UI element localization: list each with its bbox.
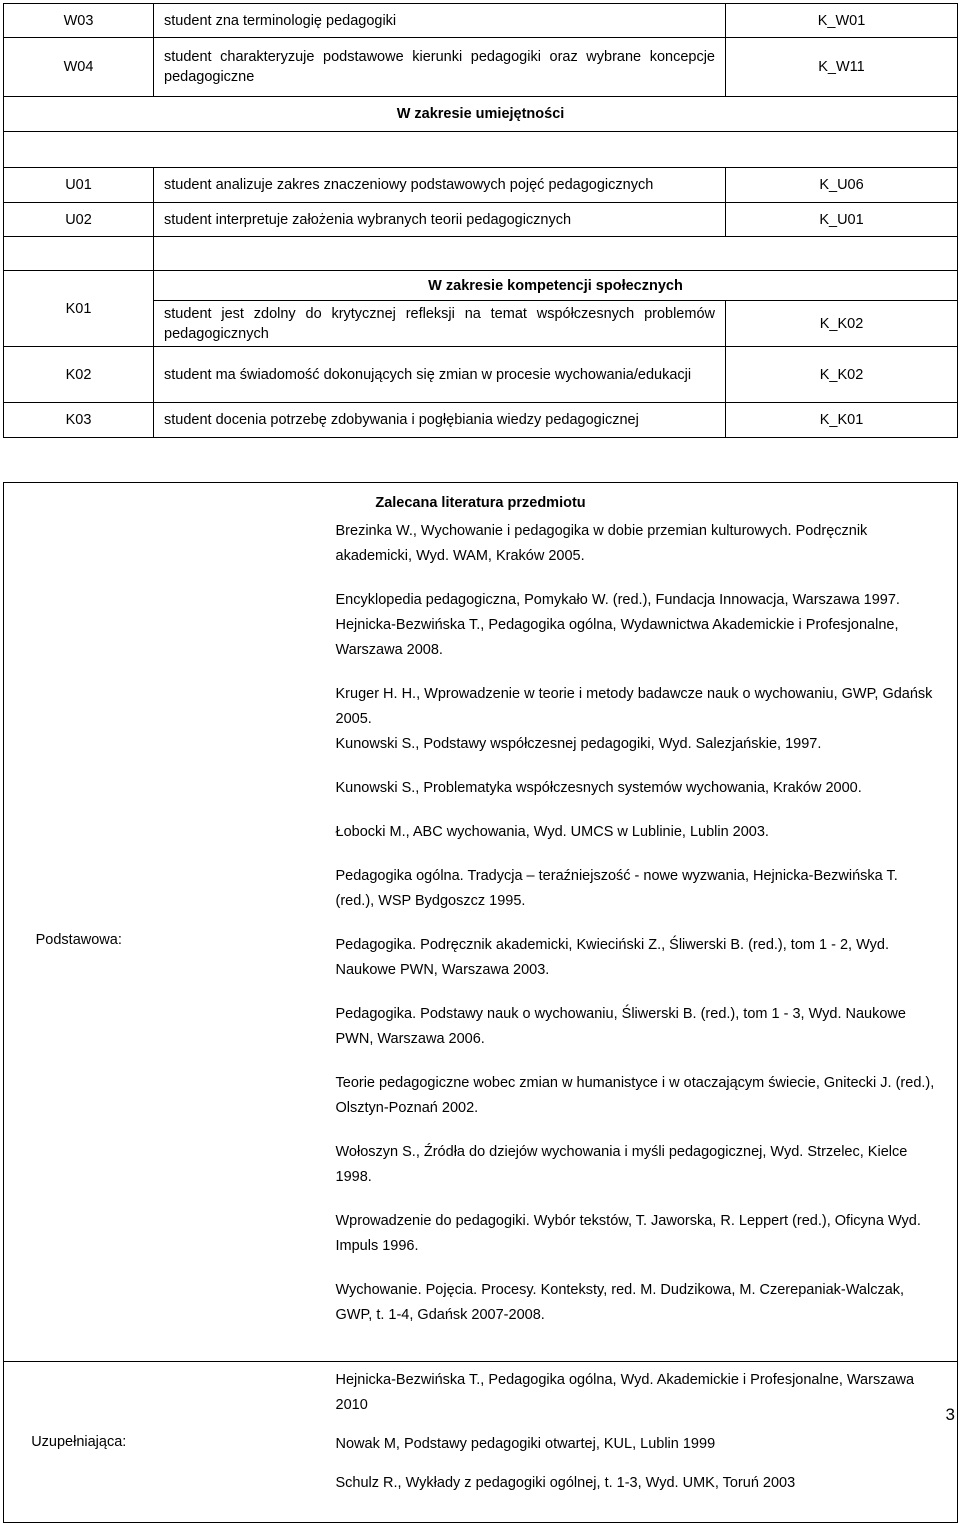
empty-row (4, 237, 958, 271)
literature-entry: Pedagogika. Podręcznik akademicki, Kwieciński Z., Śliwerski B. (red.), tom 1 - 2, Wyd. Naukowe PWN, Warszawa 2003. (335, 936, 889, 978)
literature-entry-group (336, 933, 936, 983)
literature-entry: Pedagogika ogólna. Tradycja – teraźniejszość - nowe wyzwania, Hejnicka-Bezwińska T. (red.), WSP Bydgoszcz 1995. (335, 867, 898, 909)
section-header-row (4, 97, 958, 132)
literature-entry: Hejnicka-Bezwińska T., Pedagogika ogólna, Wyd. Akademickie i Profesjonalne, Warszawa 2010 (335, 1371, 915, 1413)
table-row (4, 38, 958, 97)
literature-entry: Wychowanie. Pojęcia. Procesy. Konteksty, red. M. Dudzikowa, M. Czerepaniak-Walczak, GWP, t. 1-4, Gdańsk 2007-2008. (335, 1281, 905, 1323)
learning-outcomes-table (3, 3, 958, 438)
outcome-code: K02 (4, 347, 154, 403)
outcome-description: student jest zdolny do krytycznej refleksji na temat współczesnych problemów pedagogicznych (154, 301, 726, 347)
literature-entry-group (336, 1209, 936, 1259)
table-row (4, 403, 958, 438)
literature-entry-group (336, 820, 936, 845)
literature-entry: Schulz R., Wykłady z pedagogiki ogólnej, t. 1-3, Wyd. UMK, Toruń 2003 (335, 1474, 796, 1491)
literature-entry: Brezinka W., Wychowanie i pedagogika w dobie przemian kulturowych. Podręcznik akademicki, Wyd. WAM, Kraków 2005. (335, 522, 868, 564)
literature-entry-group (336, 1432, 936, 1457)
literature-entry-group (336, 588, 936, 663)
outcome-code: U01 (4, 168, 154, 203)
supplementary-literature-label: Uzupełniająca: (4, 1361, 154, 1522)
literature-basic-row (4, 519, 958, 1362)
literature-entry-group (336, 519, 936, 569)
literature-entry-group (336, 1471, 936, 1496)
table-row (4, 4, 958, 38)
table-row (4, 203, 958, 237)
empty-cell (4, 237, 154, 271)
empty-cell (154, 237, 958, 271)
literature-entry: Pedagogika. Podstawy nauk o wychowaniu, Śliwerski B. (red.), tom 1 - 3, Wyd. Naukowe PWN, Warszawa 2006. (335, 1005, 906, 1047)
outcome-reference: K_W01 (726, 4, 958, 38)
outcome-description: student zna terminologię pedagogiki (154, 4, 726, 38)
literature-entry: Teorie pedagogiczne wobec zmian w humanistyce i w otaczającym świecie, Gnitecki J. (red.), Olsztyn-Poznań 2002. (335, 1074, 935, 1116)
page-number: 3 (945, 1405, 955, 1424)
outcome-reference: K_K02 (726, 301, 958, 347)
literature-entry-group (336, 1140, 936, 1190)
literature-entry-group (336, 776, 936, 801)
literature-entry: Kunowski S., Problematyka współczesnych systemów wychowania, Kraków 2000. (335, 779, 862, 796)
literature-supplementary-row (4, 1361, 958, 1522)
literature-entry: Wprowadzenie do pedagogiki. Wybór tekstów, T. Jaworska, R. Leppert (red.), Oficyna Wyd. Impuls 1996. (335, 1212, 921, 1254)
outcome-reference: K_U06 (726, 168, 958, 203)
outcome-reference: K_K01 (726, 403, 958, 438)
literature-entry-group (336, 1071, 936, 1121)
literature-entry-group (336, 1368, 936, 1418)
basic-literature-list (154, 519, 958, 1362)
empty-cell (4, 132, 958, 168)
outcome-reference: K_W11 (726, 38, 958, 97)
literature-entry: Kruger H. H., Wprowadzenie w teorie i metody badawcze nauk o wychowaniu, GWP, Gdańsk 2005. (335, 685, 933, 727)
literature-entry: Wołoszyn S., Źródła do dziejów wychowania i myśli pedagogicznej, Wyd. Strzelec, Kielce 1998. (335, 1143, 908, 1185)
outcome-description: student interpretuje założenia wybranych teorii pedagogicznych (154, 203, 726, 237)
outcome-code: K01 (4, 271, 154, 347)
outcome-description: student charakteryzuje podstawowe kierunki pedagogiki oraz wybrane koncepcje pedagogiczne (154, 38, 726, 97)
literature-entry-group (336, 864, 936, 914)
outcome-code: K03 (4, 403, 154, 438)
outcome-code: W04 (4, 38, 154, 97)
literature-entry-group (336, 1002, 936, 1052)
outcome-description: student docenia potrzebę zdobywania i pogłębiania wiedzy pedagogicznej (154, 403, 726, 438)
outcome-reference: K_K02 (726, 347, 958, 403)
basic-literature-label: Podstawowa: (4, 519, 154, 1362)
outcome-description: student ma świadomość dokonujących się zmian w procesie wychowania/edukacji (154, 347, 726, 403)
outcome-reference: K_U01 (726, 203, 958, 237)
competences-section-header: W zakresie kompetencji społecznych (154, 271, 958, 301)
outcome-description: student analizuje zakres znaczeniowy podstawowych pojęć pedagogicznych (154, 168, 726, 203)
literature-entry: Łobocki M., ABC wychowania, Wyd. UMCS w Lublinie, Lublin 2003. (335, 823, 769, 840)
skills-section-header: W zakresie umiejętności (4, 97, 958, 132)
empty-row (4, 132, 958, 168)
outcome-code: U02 (4, 203, 154, 237)
table-row (4, 347, 958, 403)
supplementary-literature-list (154, 1361, 958, 1522)
literature-entry-group (336, 682, 936, 757)
literature-entry: Nowak M, Podstawy pedagogiki otwartej, KUL, Lublin 1999 (335, 1435, 716, 1452)
literature-header-row (4, 483, 958, 519)
section-header-row (4, 271, 958, 301)
outcome-code: W03 (4, 4, 154, 38)
literature-entry: Hejnicka-Bezwińska T., Pedagogika ogólna, Wydawnictwa Akademickie i Profesjonalne, Warszawa 2008. (335, 616, 899, 658)
literature-entry: Encyklopedia pedagogiczna, Pomykało W. (red.), Fundacja Innowacja, Warszawa 1997. (335, 591, 900, 608)
table-row (4, 168, 958, 203)
literature-entry-group (336, 1278, 936, 1328)
recommended-literature-table (3, 482, 958, 1523)
literature-header: Zalecana literatura przedmiotu (4, 483, 958, 519)
literature-entry: Kunowski S., Podstawy współczesnej pedagogiki, Wyd. Salezjańskie, 1997. (335, 735, 822, 752)
